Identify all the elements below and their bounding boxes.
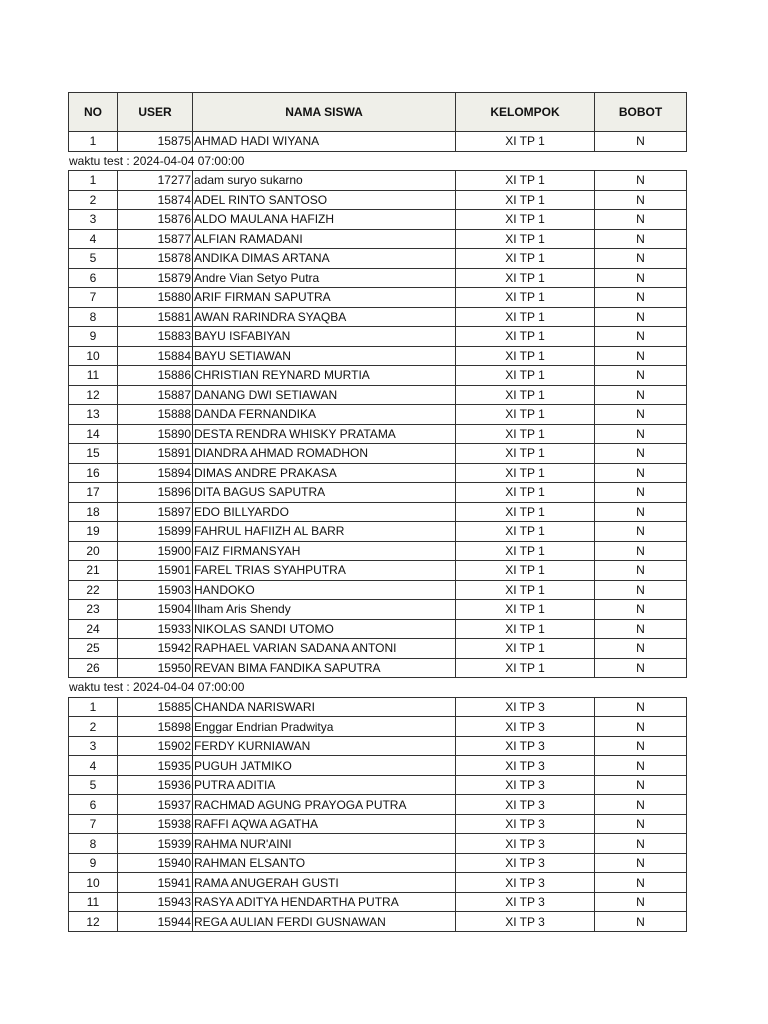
cell-kelompok: XI TP 3 <box>456 834 595 854</box>
cell-nama: ALFIAN RAMADANI <box>193 229 456 249</box>
cell-nama: Ilham Aris Shendy <box>193 600 456 620</box>
cell-no: 15 <box>69 444 118 464</box>
cell-user: 15878 <box>118 249 193 269</box>
table-row <box>69 756 687 776</box>
table-row <box>69 697 687 717</box>
cell-no: 22 <box>69 580 118 600</box>
cell-no: 10 <box>69 873 118 893</box>
cell-kelompok: XI TP 1 <box>456 249 595 269</box>
cell-user: 15939 <box>118 834 193 854</box>
cell-user: 15903 <box>118 580 193 600</box>
table-row <box>69 483 687 503</box>
cell-user: 15885 <box>118 697 193 717</box>
table-row <box>69 834 687 854</box>
cell-kelompok: XI TP 1 <box>456 385 595 405</box>
cell-nama: FERDY KURNIAWAN <box>193 736 456 756</box>
cell-user: 15883 <box>118 327 193 347</box>
cell-user: 15937 <box>118 795 193 815</box>
header-user: USER <box>118 93 193 132</box>
cell-kelompok: XI TP 3 <box>456 912 595 932</box>
cell-kelompok: XI TP 1 <box>456 171 595 191</box>
cell-nama: RASYA ADITYA HENDARTHA PUTRA <box>193 892 456 912</box>
cell-user: 15886 <box>118 366 193 386</box>
cell-nama: adam suryo sukarno <box>193 171 456 191</box>
table-row <box>69 853 687 873</box>
cell-bobot: N <box>595 346 687 366</box>
cell-bobot: N <box>595 619 687 639</box>
cell-no: 10 <box>69 346 118 366</box>
cell-user: 15899 <box>118 522 193 542</box>
cell-user: 15940 <box>118 853 193 873</box>
cell-nama: DESTA RENDRA WHISKY PRATAMA <box>193 424 456 444</box>
cell-no: 4 <box>69 229 118 249</box>
cell-bobot: N <box>595 795 687 815</box>
table-row <box>69 307 687 327</box>
cell-user: 15933 <box>118 619 193 639</box>
cell-kelompok: XI TP 1 <box>456 658 595 678</box>
cell-bobot: N <box>595 658 687 678</box>
cell-no: 16 <box>69 463 118 483</box>
cell-user: 15904 <box>118 600 193 620</box>
table-row <box>69 795 687 815</box>
cell-nama: FAREL TRIAS SYAHPUTRA <box>193 561 456 581</box>
cell-kelompok: XI TP 3 <box>456 873 595 893</box>
cell-no: 2 <box>69 190 118 210</box>
table-row <box>69 600 687 620</box>
cell-bobot: N <box>595 912 687 932</box>
cell-bobot: N <box>595 892 687 912</box>
cell-bobot: N <box>595 580 687 600</box>
cell-user: 15935 <box>118 756 193 776</box>
cell-no: 3 <box>69 736 118 756</box>
cell-user: 15902 <box>118 736 193 756</box>
cell-bobot: N <box>595 541 687 561</box>
cell-no: 5 <box>69 775 118 795</box>
cell-nama: REVAN BIMA FANDIKA SAPUTRA <box>193 658 456 678</box>
cell-kelompok: XI TP 1 <box>456 288 595 308</box>
table-row <box>69 132 687 152</box>
cell-kelompok: XI TP 1 <box>456 229 595 249</box>
cell-no: 7 <box>69 288 118 308</box>
table-row <box>69 658 687 678</box>
cell-no: 1 <box>69 697 118 717</box>
cell-nama: PUGUH JATMIKO <box>193 756 456 776</box>
cell-kelompok: XI TP 1 <box>456 580 595 600</box>
cell-nama: Andre Vian Setyo Putra <box>193 268 456 288</box>
table-row <box>69 424 687 444</box>
table-row <box>69 717 687 737</box>
cell-no: 12 <box>69 912 118 932</box>
cell-bobot: N <box>595 834 687 854</box>
cell-kelompok: XI TP 1 <box>456 483 595 503</box>
cell-user: 15897 <box>118 502 193 522</box>
cell-nama: RAHMA NUR'AINI <box>193 834 456 854</box>
cell-user: 15894 <box>118 463 193 483</box>
cell-no: 7 <box>69 814 118 834</box>
cell-nama: CHANDA NARISWARI <box>193 697 456 717</box>
table-row <box>69 171 687 191</box>
cell-bobot: N <box>595 873 687 893</box>
cell-kelompok: XI TP 3 <box>456 756 595 776</box>
table-row <box>69 249 687 269</box>
cell-kelompok: XI TP 1 <box>456 444 595 464</box>
cell-user: 15936 <box>118 775 193 795</box>
cell-bobot: N <box>595 171 687 191</box>
cell-nama: NIKOLAS SANDI UTOMO <box>193 619 456 639</box>
header-row <box>69 93 687 132</box>
cell-no: 24 <box>69 619 118 639</box>
group-table <box>68 697 687 932</box>
cell-bobot: N <box>595 639 687 659</box>
cell-bobot: N <box>595 502 687 522</box>
table-row <box>69 385 687 405</box>
cell-user: 15950 <box>118 658 193 678</box>
cell-user: 15875 <box>118 132 193 152</box>
cell-nama: ALDO MAULANA HAFIZH <box>193 210 456 230</box>
cell-kelompok: XI TP 1 <box>456 502 595 522</box>
cell-nama: RACHMAD AGUNG PRAYOGA PUTRA <box>193 795 456 815</box>
cell-bobot: N <box>595 229 687 249</box>
cell-nama: PUTRA ADITIA <box>193 775 456 795</box>
cell-kelompok: XI TP 1 <box>456 132 595 152</box>
cell-nama: RAHMAN ELSANTO <box>193 853 456 873</box>
cell-no: 1 <box>69 132 118 152</box>
cell-kelompok: XI TP 1 <box>456 463 595 483</box>
cell-nama: FAHRUL HAFIIZH AL BARR <box>193 522 456 542</box>
cell-kelompok: XI TP 1 <box>456 307 595 327</box>
table-row <box>69 288 687 308</box>
cell-no: 20 <box>69 541 118 561</box>
header-no: NO <box>69 93 118 132</box>
cell-no: 8 <box>69 834 118 854</box>
table-row <box>69 502 687 522</box>
cell-user: 15941 <box>118 873 193 893</box>
cell-user: 15900 <box>118 541 193 561</box>
table-row <box>69 327 687 347</box>
table-row <box>69 580 687 600</box>
cell-nama: AWAN RARINDRA SYAQBA <box>193 307 456 327</box>
cell-nama: DIMAS ANDRE PRAKASA <box>193 463 456 483</box>
cell-no: 9 <box>69 853 118 873</box>
table-row <box>69 444 687 464</box>
cell-no: 4 <box>69 756 118 776</box>
group-list <box>68 152 686 932</box>
cell-user: 15879 <box>118 268 193 288</box>
cell-no: 9 <box>69 327 118 347</box>
table-row <box>69 268 687 288</box>
cell-user: 15881 <box>118 307 193 327</box>
cell-no: 26 <box>69 658 118 678</box>
table-row <box>69 619 687 639</box>
cell-no: 5 <box>69 249 118 269</box>
cell-kelompok: XI TP 1 <box>456 541 595 561</box>
cell-nama: ADEL RINTO SANTOSO <box>193 190 456 210</box>
cell-no: 14 <box>69 424 118 444</box>
cell-nama: BAYU SETIAWAN <box>193 346 456 366</box>
cell-nama: RAMA ANUGERAH GUSTI <box>193 873 456 893</box>
cell-kelompok: XI TP 1 <box>456 346 595 366</box>
cell-bobot: N <box>595 814 687 834</box>
table-row <box>69 346 687 366</box>
cell-user: 17277 <box>118 171 193 191</box>
cell-user: 15877 <box>118 229 193 249</box>
cell-bobot: N <box>595 463 687 483</box>
cell-kelompok: XI TP 1 <box>456 639 595 659</box>
cell-kelompok: XI TP 1 <box>456 405 595 425</box>
table-row <box>69 190 687 210</box>
cell-kelompok: XI TP 1 <box>456 424 595 444</box>
header-bobot: BOBOT <box>595 93 687 132</box>
cell-nama: DIANDRA AHMAD ROMADHON <box>193 444 456 464</box>
waktu-test-label: waktu test : 2024-04-04 07:00:00 <box>69 153 245 168</box>
cell-nama: DANDA FERNANDIKA <box>193 405 456 425</box>
cell-bobot: N <box>595 775 687 795</box>
table-row <box>69 463 687 483</box>
cell-nama: FAIZ FIRMANSYAH <box>193 541 456 561</box>
cell-nama: DANANG DWI SETIAWAN <box>193 385 456 405</box>
table-row <box>69 639 687 659</box>
cell-kelompok: XI TP 3 <box>456 717 595 737</box>
cell-kelompok: XI TP 1 <box>456 522 595 542</box>
table-row <box>69 561 687 581</box>
waktu-test-label: waktu test : 2024-04-04 07:00:00 <box>69 680 245 695</box>
cell-nama: Enggar Endrian Pradwitya <box>193 717 456 737</box>
cell-user: 15888 <box>118 405 193 425</box>
cell-no: 21 <box>69 561 118 581</box>
cell-no: 11 <box>69 366 118 386</box>
cell-user: 15887 <box>118 385 193 405</box>
cell-nama: BAYU ISFABIYAN <box>193 327 456 347</box>
cell-user: 15876 <box>118 210 193 230</box>
cell-bobot: N <box>595 249 687 269</box>
cell-bobot: N <box>595 522 687 542</box>
cell-no: 13 <box>69 405 118 425</box>
cell-bobot: N <box>595 561 687 581</box>
cell-nama: ANDIKA DIMAS ARTANA <box>193 249 456 269</box>
cell-no: 25 <box>69 639 118 659</box>
cell-kelompok: XI TP 3 <box>456 892 595 912</box>
cell-kelompok: XI TP 1 <box>456 327 595 347</box>
cell-no: 1 <box>69 171 118 191</box>
cell-no: 2 <box>69 717 118 737</box>
cell-bobot: N <box>595 190 687 210</box>
cell-user: 15896 <box>118 483 193 503</box>
table-row <box>69 814 687 834</box>
cell-kelompok: XI TP 1 <box>456 619 595 639</box>
cell-no: 12 <box>69 385 118 405</box>
cell-bobot: N <box>595 756 687 776</box>
header-kelompok: KELOMPOK <box>456 93 595 132</box>
cell-kelompok: XI TP 3 <box>456 853 595 873</box>
cell-user: 15942 <box>118 639 193 659</box>
cell-user: 15938 <box>118 814 193 834</box>
cell-no: 23 <box>69 600 118 620</box>
table-row <box>69 775 687 795</box>
cell-nama: EDO BILLYARDO <box>193 502 456 522</box>
table-row <box>69 229 687 249</box>
cell-bobot: N <box>595 132 687 152</box>
cell-nama: AHMAD HADI WIYANA <box>193 132 456 152</box>
cell-bobot: N <box>595 366 687 386</box>
cell-bobot: N <box>595 483 687 503</box>
student-sheet <box>68 92 686 932</box>
cell-bobot: N <box>595 385 687 405</box>
cell-bobot: N <box>595 736 687 756</box>
table-row <box>69 210 687 230</box>
group-table <box>68 170 687 678</box>
cell-user: 15884 <box>118 346 193 366</box>
cell-user: 15898 <box>118 717 193 737</box>
cell-no: 19 <box>69 522 118 542</box>
cell-bobot: N <box>595 210 687 230</box>
table-row <box>69 541 687 561</box>
cell-bobot: N <box>595 405 687 425</box>
cell-kelompok: XI TP 3 <box>456 775 595 795</box>
cell-user: 15890 <box>118 424 193 444</box>
cell-nama: REGA AULIAN FERDI GUSNAWAN <box>193 912 456 932</box>
cell-nama: RAFFI AQWA AGATHA <box>193 814 456 834</box>
table-row <box>69 873 687 893</box>
cell-user: 15880 <box>118 288 193 308</box>
table-row <box>69 366 687 386</box>
cell-bobot: N <box>595 853 687 873</box>
cell-user: 15944 <box>118 912 193 932</box>
cell-no: 18 <box>69 502 118 522</box>
cell-no: 11 <box>69 892 118 912</box>
cell-kelompok: XI TP 1 <box>456 366 595 386</box>
cell-kelompok: XI TP 1 <box>456 268 595 288</box>
cell-nama: RAPHAEL VARIAN SADANA ANTONI <box>193 639 456 659</box>
table-row <box>69 892 687 912</box>
cell-kelompok: XI TP 1 <box>456 600 595 620</box>
cell-user: 15943 <box>118 892 193 912</box>
cell-nama: ARIF FIRMAN SAPUTRA <box>193 288 456 308</box>
cell-bobot: N <box>595 327 687 347</box>
cell-user: 15901 <box>118 561 193 581</box>
table-row <box>69 912 687 932</box>
cell-kelompok: XI TP 1 <box>456 190 595 210</box>
header-nama-siswa: NAMA SISWA <box>193 93 456 132</box>
cell-bobot: N <box>595 424 687 444</box>
cell-kelompok: XI TP 3 <box>456 814 595 834</box>
cell-no: 3 <box>69 210 118 230</box>
cell-bobot: N <box>595 268 687 288</box>
cell-bobot: N <box>595 444 687 464</box>
cell-bobot: N <box>595 307 687 327</box>
cell-user: 15891 <box>118 444 193 464</box>
cell-user: 15874 <box>118 190 193 210</box>
cell-kelompok: XI TP 1 <box>456 210 595 230</box>
cell-nama: HANDOKO <box>193 580 456 600</box>
table-row <box>69 522 687 542</box>
cell-bobot: N <box>595 717 687 737</box>
cell-no: 6 <box>69 268 118 288</box>
cell-no: 17 <box>69 483 118 503</box>
cell-nama: DITA BAGUS SAPUTRA <box>193 483 456 503</box>
table-row <box>69 405 687 425</box>
cell-bobot: N <box>595 697 687 717</box>
cell-kelompok: XI TP 1 <box>456 561 595 581</box>
cell-no: 8 <box>69 307 118 327</box>
header-table <box>68 92 687 152</box>
cell-bobot: N <box>595 288 687 308</box>
cell-kelompok: XI TP 3 <box>456 697 595 717</box>
cell-no: 6 <box>69 795 118 815</box>
cell-kelompok: XI TP 3 <box>456 795 595 815</box>
table-row <box>69 736 687 756</box>
cell-nama: CHRISTIAN REYNARD MURTIA <box>193 366 456 386</box>
cell-bobot: N <box>595 600 687 620</box>
cell-kelompok: XI TP 3 <box>456 736 595 756</box>
